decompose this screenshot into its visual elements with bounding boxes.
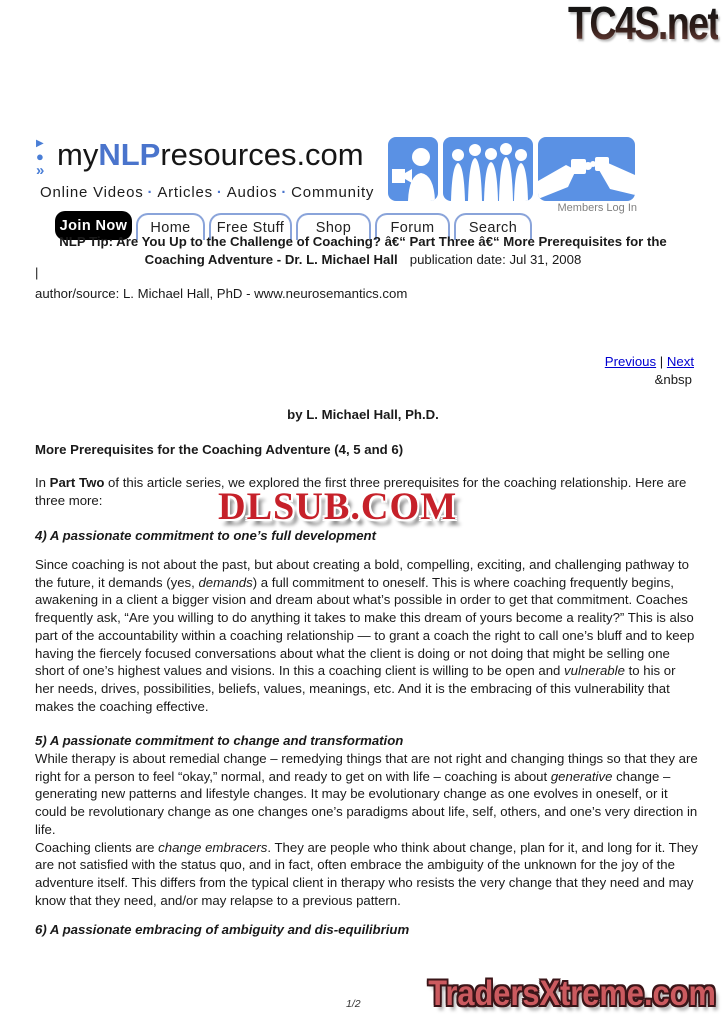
article-heading: More Prerequisites for the Coaching Adventure (4, 5 and 6) (35, 442, 404, 457)
title-line1: NLP Tip: Are You Up to the Challenge of Coaching? â€“ Part Three â€“ More Prerequisites for the (59, 234, 667, 249)
site-logo[interactable] (57, 138, 364, 172)
section5-body (35, 750, 698, 909)
tab-forum[interactable]: Forum (375, 213, 450, 240)
article-title (33, 233, 693, 268)
pipe-character: | (35, 265, 39, 280)
tab-home[interactable]: Home (136, 213, 205, 240)
tagline-item: Community (291, 184, 375, 201)
separator-dot-icon: · (281, 184, 288, 201)
video-presenter-image[interactable] (388, 137, 438, 201)
section6-heading: 6) A passionate embracing of ambiguity and dis-equilibrium (35, 922, 410, 937)
play-triangle-icon: ▶ (36, 138, 44, 149)
puzzle-hands-image[interactable] (538, 137, 635, 201)
section4-heading: 4) A passionate commitment to one’s full development (35, 528, 376, 543)
tab-search[interactable]: Search (454, 213, 532, 240)
byline: by L. Michael Hall, Ph.D. (287, 407, 439, 422)
logo-icon (36, 139, 56, 178)
nbsp-text: &nbsp (654, 372, 692, 387)
community-group-image[interactable] (443, 137, 533, 201)
next-link[interactable]: Next (666, 354, 694, 369)
intro-paragraph: In Part Two of this article series, we explored the first three prerequisites for the coaching relationship. Here are three more: (35, 475, 687, 508)
watermark-dlsub: DLSUB.COM (218, 485, 458, 528)
previous-link[interactable]: Previous (604, 354, 657, 369)
publication-date: publication date: Jul 31, 2008 (409, 251, 582, 267)
title-line2: Coaching Adventure - Dr. L. Michael Hall (144, 251, 398, 267)
header-images (388, 137, 635, 201)
section4-paragraph: Since coaching is not about the past, but about creating a bold, compelling, exciting, and challenging pathway to the future, it demands (yes, demands) a full commitment to oneself. This is where coaching frequently begins, awakening in a client a bigger vision and dream about what’s possible in order to get that commitment. Coaches frequently ask, “Are you willing to do anything it takes to make this dream of yours become a reality?” This is also part of the accountability within a coaching relationship — to grant a coach the right to call one’s bluff and to keep having the fiercely focused conversations about what the client is doing or not doing that might be selling one short of one’s highest values and visions. In this a coaching client is willing to be open and vulnerable to his or her needs, drives, possibilities, beliefs, values, meanings, etc. And it is the embracing of this vulnerability that makes the coaching effective. (35, 557, 695, 714)
logo-accent: NLP (98, 137, 161, 172)
tagline-item: Online Videos (40, 184, 144, 201)
community-group-icon (443, 137, 533, 201)
puzzle-hands-icon (538, 137, 635, 201)
section5-heading: 5) A passionate commitment to change and transformation (35, 733, 404, 748)
tab-join-now[interactable]: Join Now (55, 211, 132, 240)
author-source: author/source: L. Michael Hall, PhD - www.neurosemantics.com (35, 286, 408, 301)
separator-dot-icon: · (147, 184, 154, 201)
section5-paragraph-1: While therapy is about remedial change – remedying things that are not right and changing things so that they are right for a person to feel “okay,” normal, and ready to get on with life – coaching is about generative change – generating new patterns and lifestyle changes. It may be evolutionary change as one evolves in oneself, or it could be revolutionary change as one changes one’s paradigms about life, self, others, and one’s very direction in life. (35, 751, 698, 837)
watermark-tradersxtreme: TradersXtreme.com (428, 974, 716, 1013)
tagline-item: Articles (157, 184, 213, 201)
watermark-tc4s: TC4S.net (567, 0, 718, 49)
logo-suffix: resources.com (160, 137, 364, 172)
dot-icon: ● (36, 149, 44, 164)
separator-dot-icon: · (216, 184, 223, 201)
video-presenter-icon (388, 137, 438, 201)
section5-paragraph-2: Coaching clients are change embracers. They are people who think about change, plan for it, and long for it. They are not satisfied with the status quo, and in fact, often embrace the ambiguity of the unknown for the joy of the adventure itself. This differs from the typical client in therapy who resists the very change that they need and may know that they need, and/or may relapse to a previous pattern. (35, 839, 698, 908)
tab-shop[interactable]: Shop (296, 213, 371, 240)
members-login-link[interactable]: Members Log In (557, 202, 637, 214)
pager-separator: | (656, 354, 667, 369)
pager (605, 353, 694, 371)
double-chevron-icon: » (36, 162, 45, 179)
page-number: 1/2 (346, 998, 361, 1010)
tab-free-stuff[interactable]: Free Stuff (209, 213, 292, 240)
tagline-item: Audios (226, 184, 278, 201)
site-tagline (40, 184, 374, 201)
logo-prefix: my (57, 137, 99, 172)
